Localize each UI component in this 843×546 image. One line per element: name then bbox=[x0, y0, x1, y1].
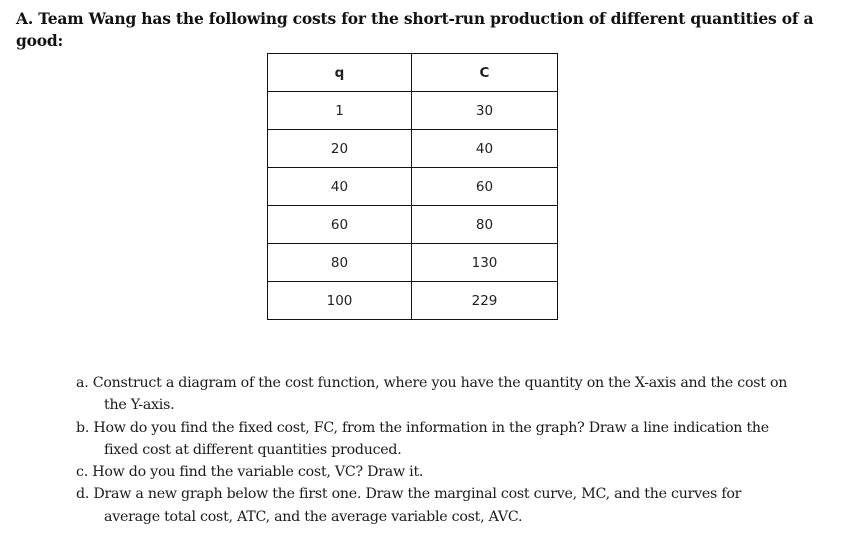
cost-cell: 60 bbox=[412, 168, 558, 206]
quantity-cell: 1 bbox=[268, 92, 412, 130]
question-letter: a. bbox=[76, 375, 89, 391]
question-c bbox=[76, 461, 796, 483]
table-row bbox=[268, 168, 558, 206]
table-row bbox=[268, 130, 558, 168]
question-text: Construct a diagram of the cost function, where you have the quantity on the X-axis and the cost on the Y-axis. bbox=[92, 375, 788, 414]
quantity-cell: 20 bbox=[268, 130, 412, 168]
table-row bbox=[268, 282, 558, 320]
question-list bbox=[76, 372, 796, 528]
problem-heading: A. Team Wang has the following costs for the short-run production of different quantities of a good: bbox=[16, 9, 814, 50]
cost-table bbox=[267, 53, 558, 320]
table-row bbox=[268, 92, 558, 130]
question-text: How do you find the variable cost, VC? Draw it. bbox=[92, 464, 424, 481]
cost-cell: 130 bbox=[412, 244, 558, 282]
question-letter: d. bbox=[76, 486, 90, 503]
question-text: How do you find the fixed cost, FC, from the information in the graph? Draw a line indication the fixed cost at different quantities produced. bbox=[93, 419, 769, 458]
cost-cell: 30 bbox=[412, 92, 558, 130]
quantity-cell: 80 bbox=[268, 244, 412, 282]
cost-cell: 80 bbox=[412, 206, 558, 244]
question-text: Draw a new graph below the first one. Draw the marginal cost curve, MC, and the curves for average total cost, ATC, and the average variable cost, AVC. bbox=[93, 486, 742, 525]
table-row bbox=[268, 206, 558, 244]
table-row bbox=[268, 244, 558, 282]
cost-cell: 40 bbox=[412, 130, 558, 168]
quantity-cell: 60 bbox=[268, 206, 412, 244]
column-header-q: q bbox=[268, 54, 412, 92]
question-letter: c. bbox=[76, 464, 88, 481]
question-d bbox=[76, 483, 796, 528]
quantity-cell: 100 bbox=[268, 282, 412, 320]
cost-cell: 229 bbox=[412, 282, 558, 320]
quantity-cell: 40 bbox=[268, 168, 412, 206]
table-header-row bbox=[268, 54, 558, 92]
question-b bbox=[76, 417, 796, 462]
question-letter: b. bbox=[76, 419, 90, 436]
question-a bbox=[76, 372, 796, 417]
column-header-c: C bbox=[412, 54, 558, 92]
